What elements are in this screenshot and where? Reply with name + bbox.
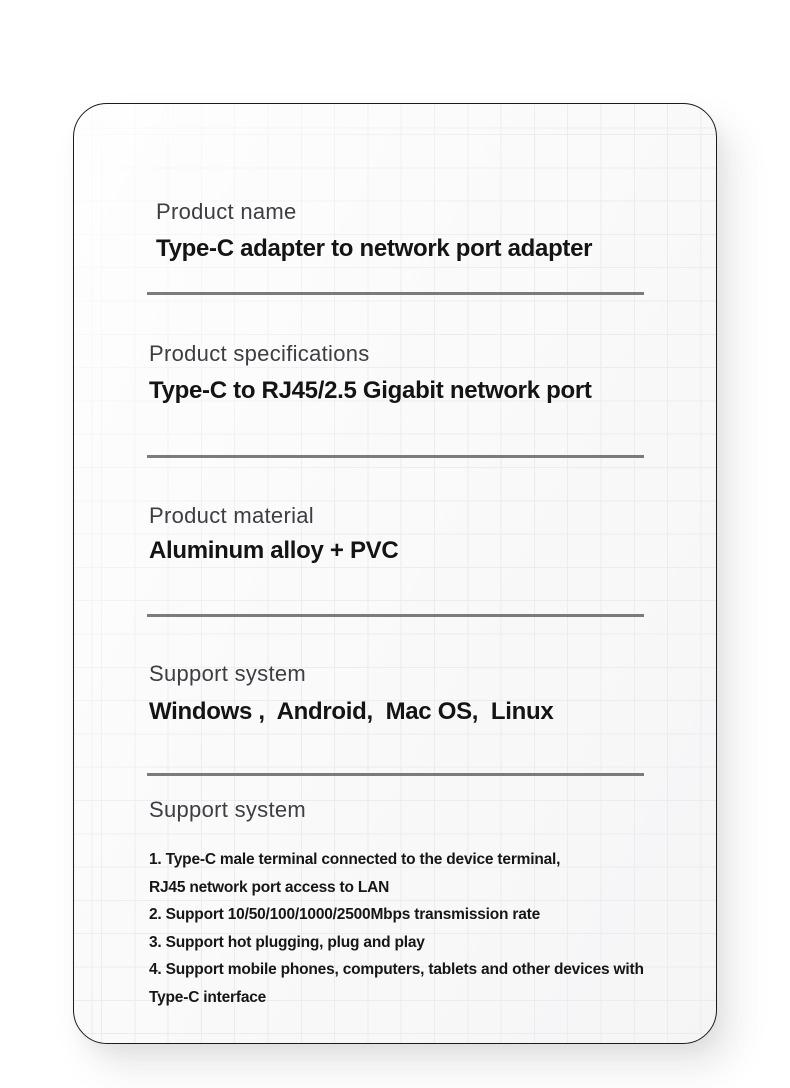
feature-line: 3. Support hot plugging, plug and play [149,933,425,951]
support-system-label: Support system [149,661,307,686]
feature-line: Type-C interface [149,988,267,1006]
feature-line: 2. Support 10/50/100/1000/2500Mbps transmission rate [149,906,541,923]
product-spec-card [73,103,717,1044]
product-specifications-label: Product specifications [149,341,370,366]
feature-line: 4. Support mobile phones, computers, tablets and other devices with [149,961,644,978]
section-divider [147,455,644,458]
product-material-value: Aluminum alloy + PVC [149,537,399,564]
product-specifications-value: Type-C to RJ45/2.5 Gigabit network port [149,377,592,404]
section-divider [147,773,644,776]
product-name-label: Product name [156,199,297,224]
support-features-list [149,846,709,1011]
section-divider [147,292,644,295]
product-name-value: Type-C adapter to network port adapter [156,235,593,262]
section-divider [147,614,644,617]
support-system-value: Windows , Android, Mac OS, Linux [149,698,554,725]
product-material-label: Product material [149,503,314,528]
feature-line: 1. Type-C male terminal connected to the device terminal, [149,851,561,868]
feature-line: RJ45 network port access to LAN [149,878,390,896]
support-features-label: Support system [149,797,307,822]
